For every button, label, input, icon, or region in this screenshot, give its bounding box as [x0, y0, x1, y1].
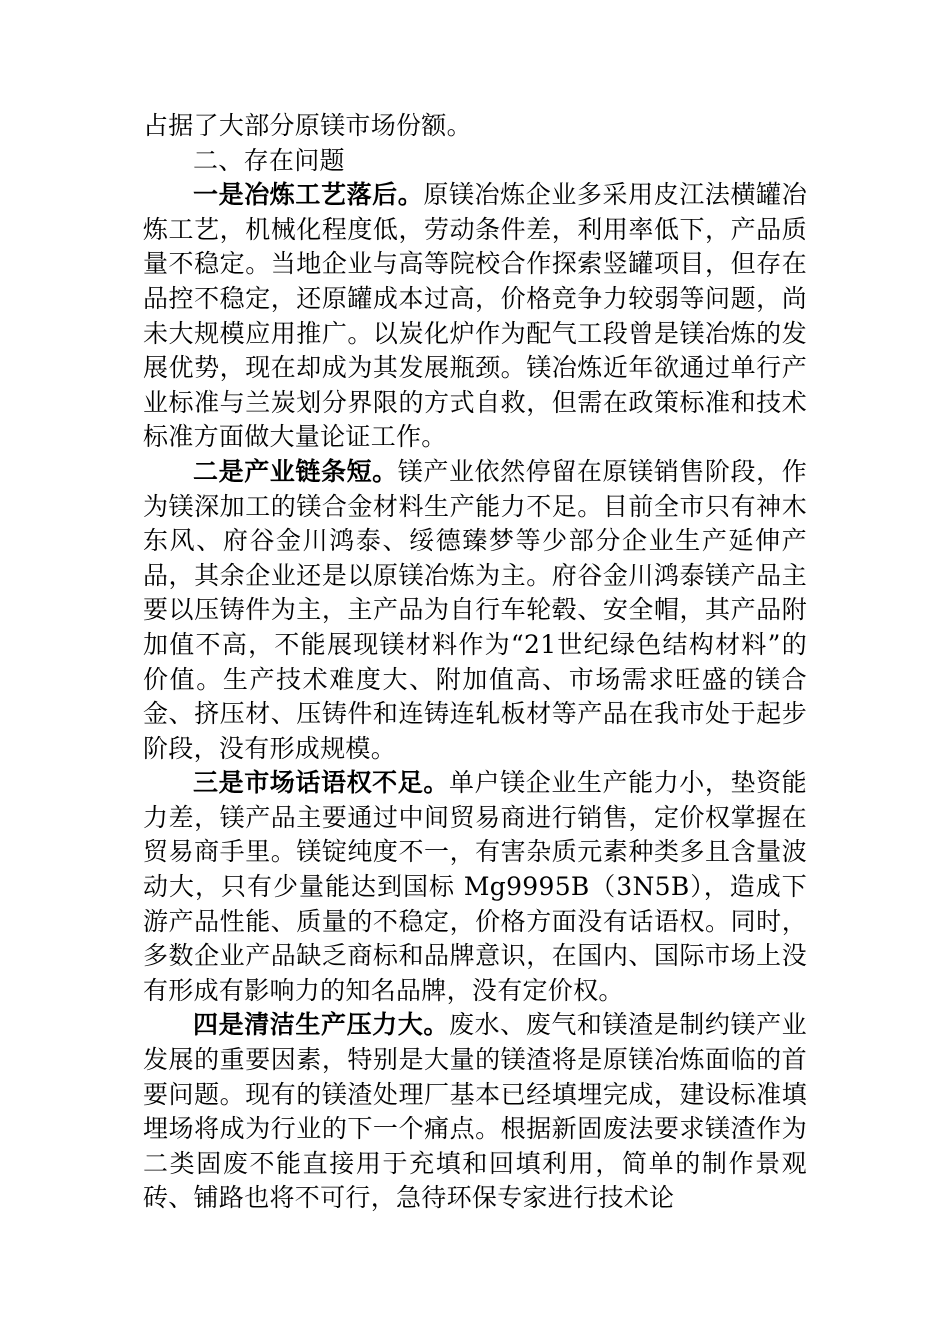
paragraph-lead: 三是市场话语权不足。 [193, 768, 449, 798]
paragraph-lead: 一是冶炼工艺落后。 [193, 180, 424, 210]
paragraph-text: 原镁冶炼企业多采用皮江法横罐冶炼工艺，机械化程度低，劳动条件差，利用率低下，产品质量不稳定。当地企业与高等院校合作探索竖罐项目，但存在品控不稳定，还原罐成本过高，价格竞争力较弱等问题，尚未大规模应用推广。以炭化炉作为配气工段曾是镁冶炼的发展优势，现在却成为其发展瓶颈。镁冶炼近年欲通过单行产业标准与兰炭划分界限的方式自救，但需在政策标准和技术标准方面做大量论证工作。 [143, 180, 807, 452]
paragraph-lead: 四是清洁生产压力大。 [193, 1010, 449, 1040]
paragraph-text: 镁产业依然停留在原镁销售阶段，作为镁深加工的镁合金材料生产能力不足。目前全市只有神木东风、府谷金川鸿泰、绥德臻梦等少部分企业生产延伸产品，其余企业还是以原镁冶炼为主。府谷金川鸿泰镁产品主要以压铸件为主，主产品为自行车轮毂、安全帽，其产品附加值不高，不能展现镁材料作为“21世纪绿色结构材料”的价值。生产技术难度大、附加值高、市场需求旺盛的镁合金、挤压材、压铸件和连铸连轧板材等产品在我市处于起步阶段，没有形成规模。 [143, 456, 807, 763]
paragraph-lead: 二是产业链条短。 [193, 456, 398, 486]
paragraph-issue-1 [143, 178, 807, 455]
paragraph-text: 占据了大部分原镁市场份额。 [143, 111, 472, 140]
section-heading [143, 144, 807, 179]
section-heading-text: 二、存在问题 [193, 145, 345, 175]
paragraph-text: 单户镁企业生产能力小，垫资能力差，镁产品主要通过中间贸易商进行销售，定价权掌握在贸易商手里。镁锭纯度不一，有害杂质元素种类多且含量波动大，只有少量能达到国标 Mg9995B（3N5B），造成下游产品性能、质量的不稳定，价格方面没有话语权。同时，多数企业产品缺乏商标和品牌意识，在国内、国际市场上没有形成有影响力的知名品牌，没有定价权。 [143, 768, 807, 1005]
paragraph-issue-2 [143, 455, 807, 766]
document-body [143, 109, 807, 1216]
paragraph-issue-3 [143, 766, 807, 1008]
paragraph-issue-4 [143, 1008, 807, 1216]
paragraph-continuation [143, 109, 807, 144]
paragraph-text: 废水、废气和镁渣是制约镁产业发展的重要因素，特别是大量的镁渣将是原镁冶炼面临的首要问题。现有的镁渣处理厂基本已经填埋完成，建设标准填埋场将成为行业的下一个痛点。根据新固废法要求镁渣作为二类固废不能直接用于充填和回填利用，简单的制作景观砖、铺路也将不可行，急待环保专家进行技术论 [143, 1010, 807, 1213]
